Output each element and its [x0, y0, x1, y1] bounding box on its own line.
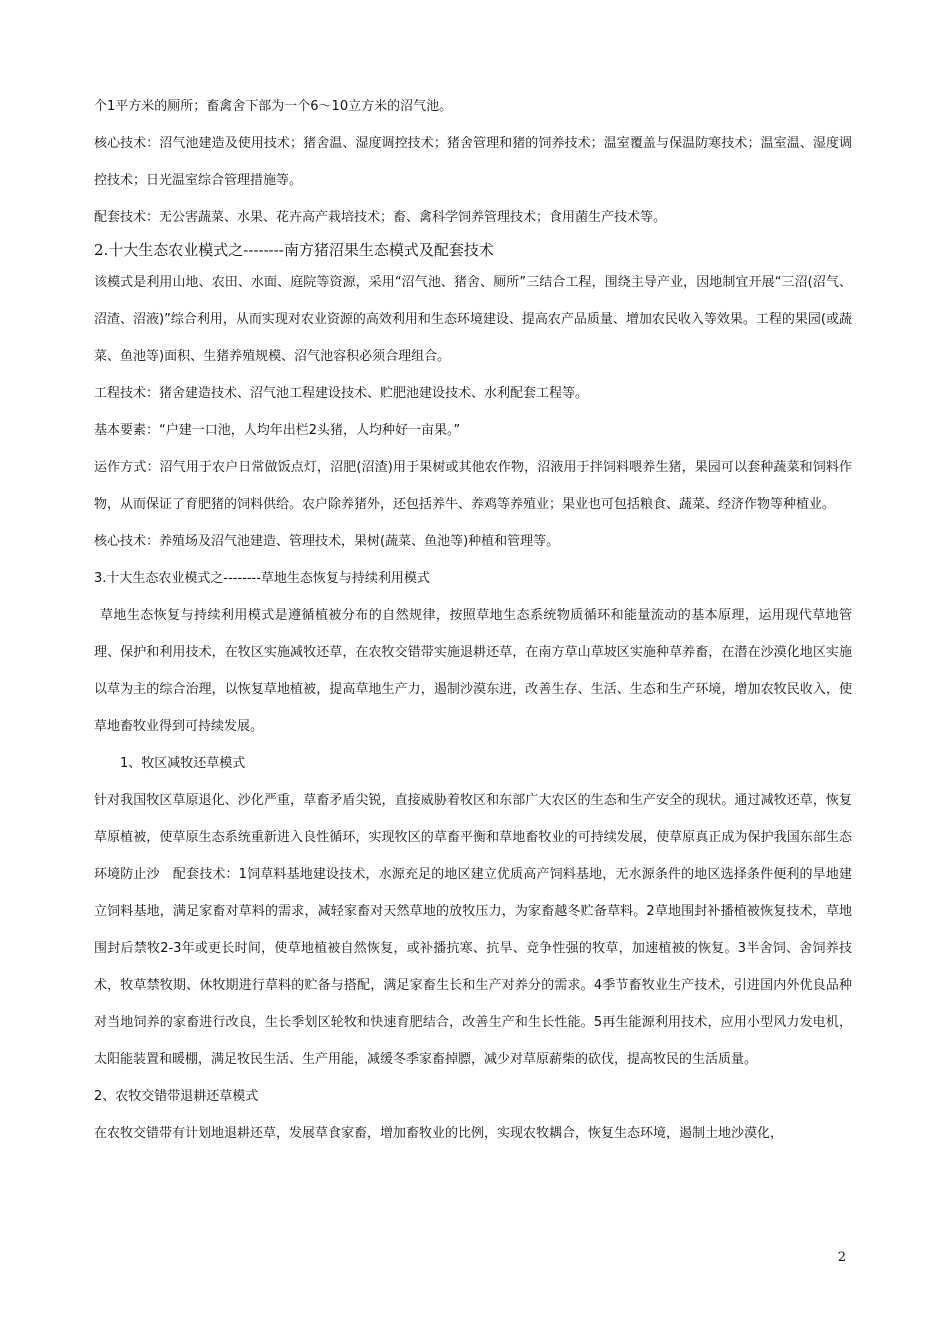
paragraph-core-tech-1: 核心技术：沼气池建造及使用技术；猪舍温、湿度调控技术；猪舍管理和猪的饲养技术；温室覆盖与保温防寒技术；温室温、湿度调控技术；日光温室综合管理措施等。 [94, 136, 852, 188]
section2-intro: 该模式是利用山地、农田、水面、庭院等资源，采用“沼气池、猪舍、厕所”三结合工程，围绕主导产业，因地制宜开展“三沼(沼气、沼渣、沼液)”综合利用，从而实现对农业资源的高效利用和生态环境建设、提高农产品质量、增加农民收入等效果。工程的果园(或蔬菜、鱼池等)面积、生猪养殖规模、沼气池容积必须合理组合。 [94, 275, 852, 364]
document-body [94, 88, 852, 1152]
section3-intro: 草地生态恢复与持续利用模式是遵循植被分布的自然规律，按照草地生态系统物质循环和能量流动的基本原理，运用现代草地管理、保护和利用技术，在牧区实施减牧还草，在农牧交错带实施退耕还草，在南方草山草坡区实施种草养畜，在潜在沙漠化地区实施以草为主的综合治理，以恢复草地植被，提高草地生产力，遏制沙漠东进，改善生存、生活、生态和生产环境，增加农牧民收入，使草地畜牧业得到可持续发展。 [94, 608, 852, 734]
section-heading-2: 2.十大生态农业模式之--------南方猪沼果生态模式及配套技术 [94, 241, 494, 259]
subsection-body-2: 在农牧交错带有计划地退耕还草，发展草食家畜，增加畜牧业的比例，实现农牧耦合，恢复生态环境，遏制土地沙漠化， [94, 1126, 784, 1141]
subsection-title-1: 1、牧区减牧还草模式 [120, 756, 246, 771]
section2-operation-mode: 运作方式：沼气用于农户日常做饭点灯，沼肥(沼渣)用于果树或其他农作物，沼液用于拌饲料喂养生猪，果园可以套种蔬菜和饲料作物，从而保证了育肥猪的饲料供给。农户除养猪外，还包括养牛、养鸡等养殖业；果业也可包括粮食、蔬菜、经济作物等种植业。 [94, 460, 852, 512]
section2-basic-elements: 基本要素：“户建一口池，人均年出栏2头猪，人均种好一亩果。” [94, 423, 461, 438]
section2-core-tech: 核心技术：养殖场及沼气池建造、管理技术，果树(蔬菜、鱼池等)种植和管理等。 [94, 534, 560, 549]
section2-engineering-tech: 工程技术：猪舍建造技术、沼气池工程建设技术、贮肥池建设技术、水利配套工程等。 [94, 386, 589, 401]
paragraph-toilet-biogas: 个1平方米的厕所；畜禽舍下部为一个6～10立方米的沼气池。 [94, 99, 453, 114]
subsection-title-2: 2、农牧交错带退耕还草模式 [94, 1089, 259, 1104]
subsection-body-1: 针对我国牧区草原退化、沙化严重，草畜矛盾尖锐，直接威胁着牧区和东部广大农区的生态和生产安全的现状。通过减牧还草，恢复草原植被，使草原生态系统重新进入良性循环，实现牧区的草畜平衡和草地畜牧业的可持续发展，使草原真正成为保护我国东部生态环境防止沙 配套技术：1饲草料基地建设技术，水源充足的地区建立优质高产饲料基地，无水源条件的地区选择条件便利的旱地建立饲料基地，满足家畜对草料的需求，减轻家畜对天然草地的放牧压力，为家畜越冬贮备草料。2草地围封补播植被恢复技术，草地围封后禁牧2-3年或更长时间，使草地植被自然恢复，或补播抗寒、抗旱、竞争性强的牧草，加速植被的恢复。3半舍饲、舍饲养技术，牧草禁牧期、休牧期进行草料的贮备与搭配，满足家畜生长和生产对养分的需求。4季节畜牧业生产技术，引进国内外优良品种对当地饲养的家畜进行改良，生长季划区轮牧和快速育肥结合，改善生产和生长性能。5再生能源利用技术，应用小型风力发电机，太阳能装置和暖棚，满足牧民生活、生产用能，减缓冬季家畜掉膘，减少对草原薪柴的砍伐，提高牧民的生活质量。 [94, 793, 852, 1067]
paragraph-supporting-tech-1: 配套技术：无公害蔬菜、水果、花卉高产栽培技术；畜、禽科学饲养管理技术；食用菌生产技术等。 [94, 210, 667, 225]
page-number: 2 [837, 1250, 846, 1265]
section-heading-3: 3.十大生态农业模式之--------草地生态恢复与持续利用模式 [94, 571, 430, 586]
